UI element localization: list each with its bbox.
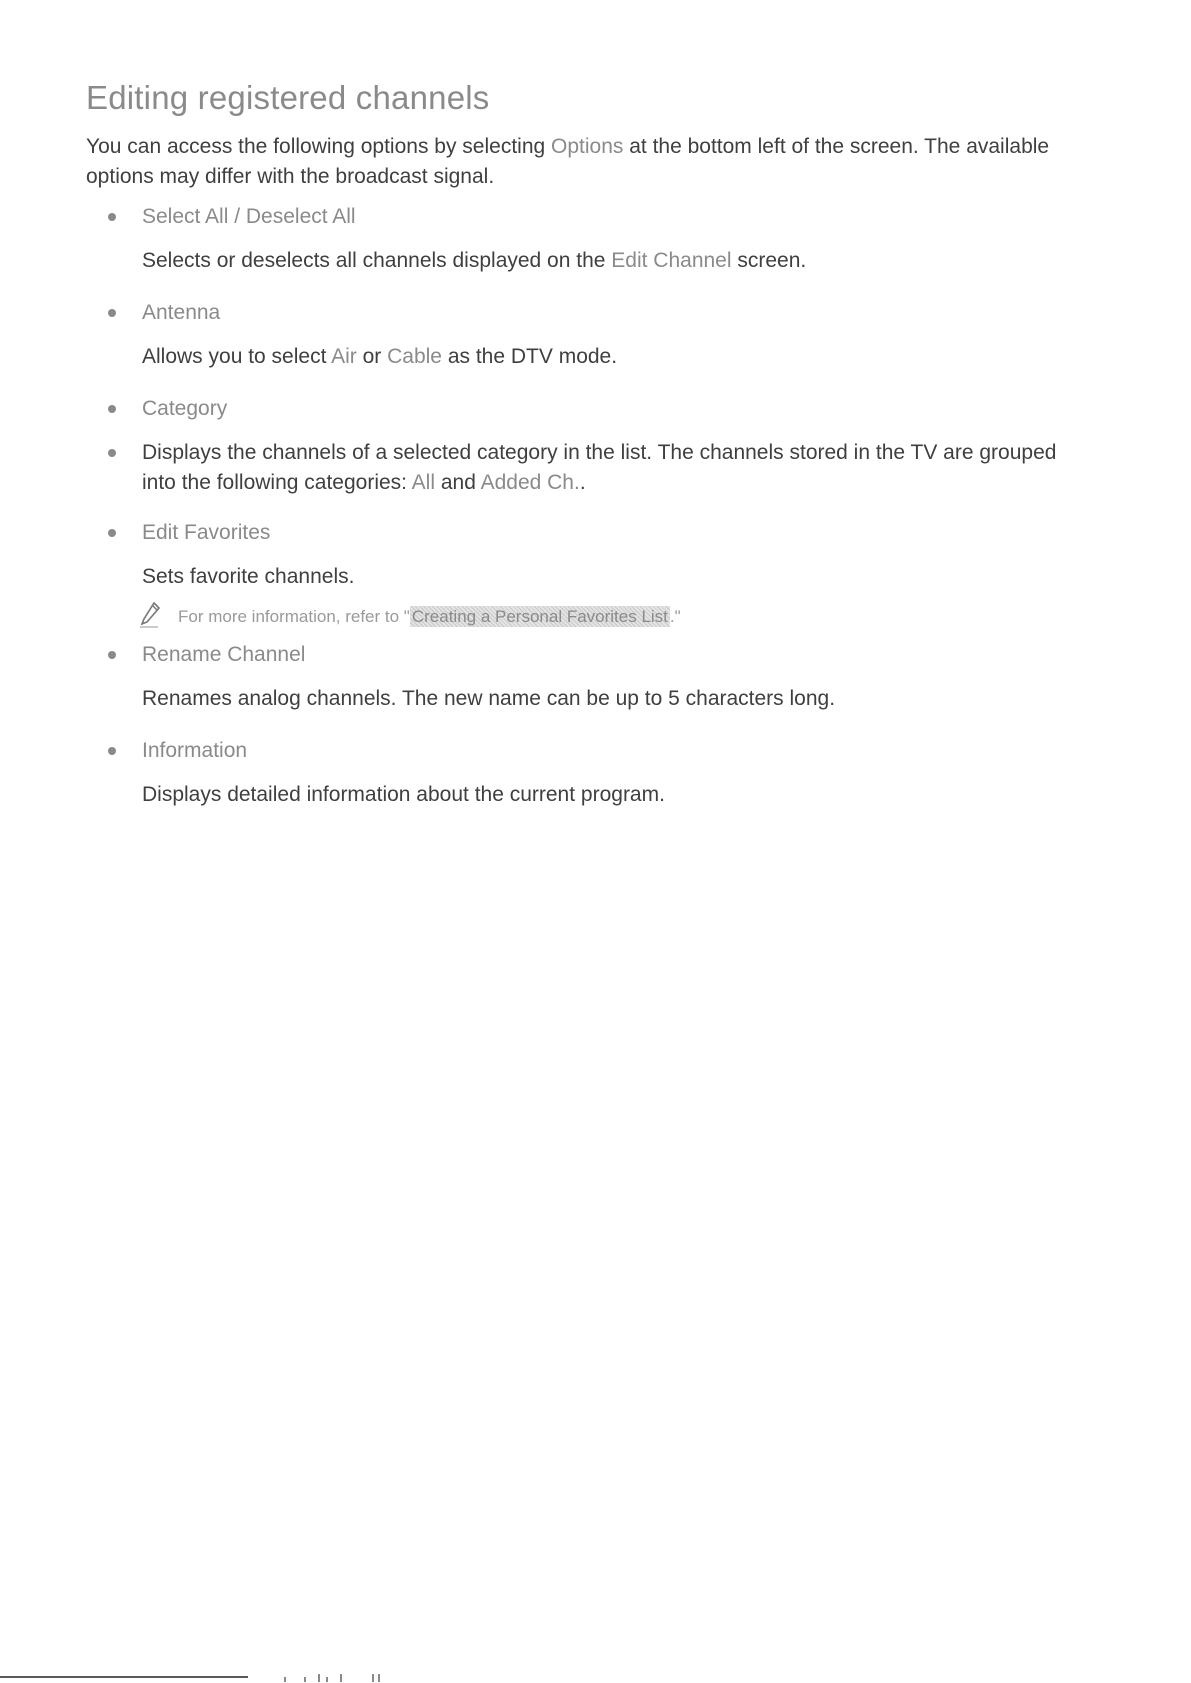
desc-text: .	[579, 471, 586, 494]
option-description	[142, 246, 1096, 276]
desc-text: Allows you to select	[142, 345, 332, 368]
added-ch-term: Added Ch.	[480, 471, 580, 494]
intro-text-1: You can access the following options by selecting	[86, 135, 552, 158]
page-title: Editing registered channels	[86, 79, 490, 116]
bullet-dot-icon	[108, 651, 116, 659]
bullet-dot-icon	[108, 449, 116, 457]
bullet-dot-icon	[108, 529, 116, 537]
option-description	[142, 342, 1096, 372]
bullet-dot-icon	[108, 747, 116, 755]
intro-paragraph	[86, 132, 1096, 192]
air-term: Air	[331, 345, 357, 368]
option-description: Displays detailed information about the current program.	[142, 783, 665, 806]
note-text: ."	[669, 607, 681, 626]
option-label: Rename Channel	[142, 643, 306, 666]
desc-text: and	[435, 471, 481, 494]
pencil-note-icon	[138, 600, 164, 630]
footer-rule	[0, 1676, 248, 1678]
cable-term: Cable	[387, 345, 442, 368]
note-text: For more information, refer to "	[178, 607, 410, 626]
bullet-dot-icon	[108, 309, 116, 317]
option-label: Antenna	[142, 301, 221, 324]
footer-marks	[260, 1672, 440, 1682]
options-list	[86, 202, 1096, 810]
desc-text: or	[356, 345, 388, 368]
option-description: Renames analog channels. The new name can be up to 5 characters long.	[142, 687, 836, 710]
edit-channel-term: Edit Channel	[611, 249, 732, 272]
desc-text: Displays the channels of a selected category in the list. The channels stored in the TV are grouped into the following categories:	[142, 441, 1057, 494]
bullet-dot-icon	[108, 213, 116, 221]
favorites-list-link[interactable]: Creating a Personal Favorites List	[411, 607, 668, 626]
all-term: All	[411, 471, 436, 494]
desc-text: as the DTV mode.	[441, 345, 618, 368]
option-label: Information	[142, 739, 248, 762]
option-label: Category	[142, 397, 228, 420]
manual-page	[86, 78, 1096, 810]
option-label: Select All / Deselect All	[142, 205, 356, 228]
option-label: Edit Favorites	[142, 521, 271, 544]
option-displays	[86, 438, 1096, 498]
options-term: Options	[551, 135, 624, 158]
option-category	[86, 394, 1096, 424]
info-note	[142, 604, 1096, 630]
option-information	[86, 736, 1096, 810]
desc-text: Selects or deselects all channels displayed on the	[142, 249, 612, 272]
option-rename-channel	[86, 640, 1096, 714]
desc-text: screen.	[731, 249, 807, 272]
option-edit-favorites	[86, 518, 1096, 630]
intro-text-2: at the bottom left of the screen. The available options may differ with the broadcast signal.	[86, 135, 1050, 188]
option-description	[142, 438, 1096, 498]
option-select-all	[86, 202, 1096, 276]
option-antenna	[86, 298, 1096, 372]
option-description: Sets favorite channels.	[142, 565, 355, 588]
bullet-dot-icon	[108, 405, 116, 413]
